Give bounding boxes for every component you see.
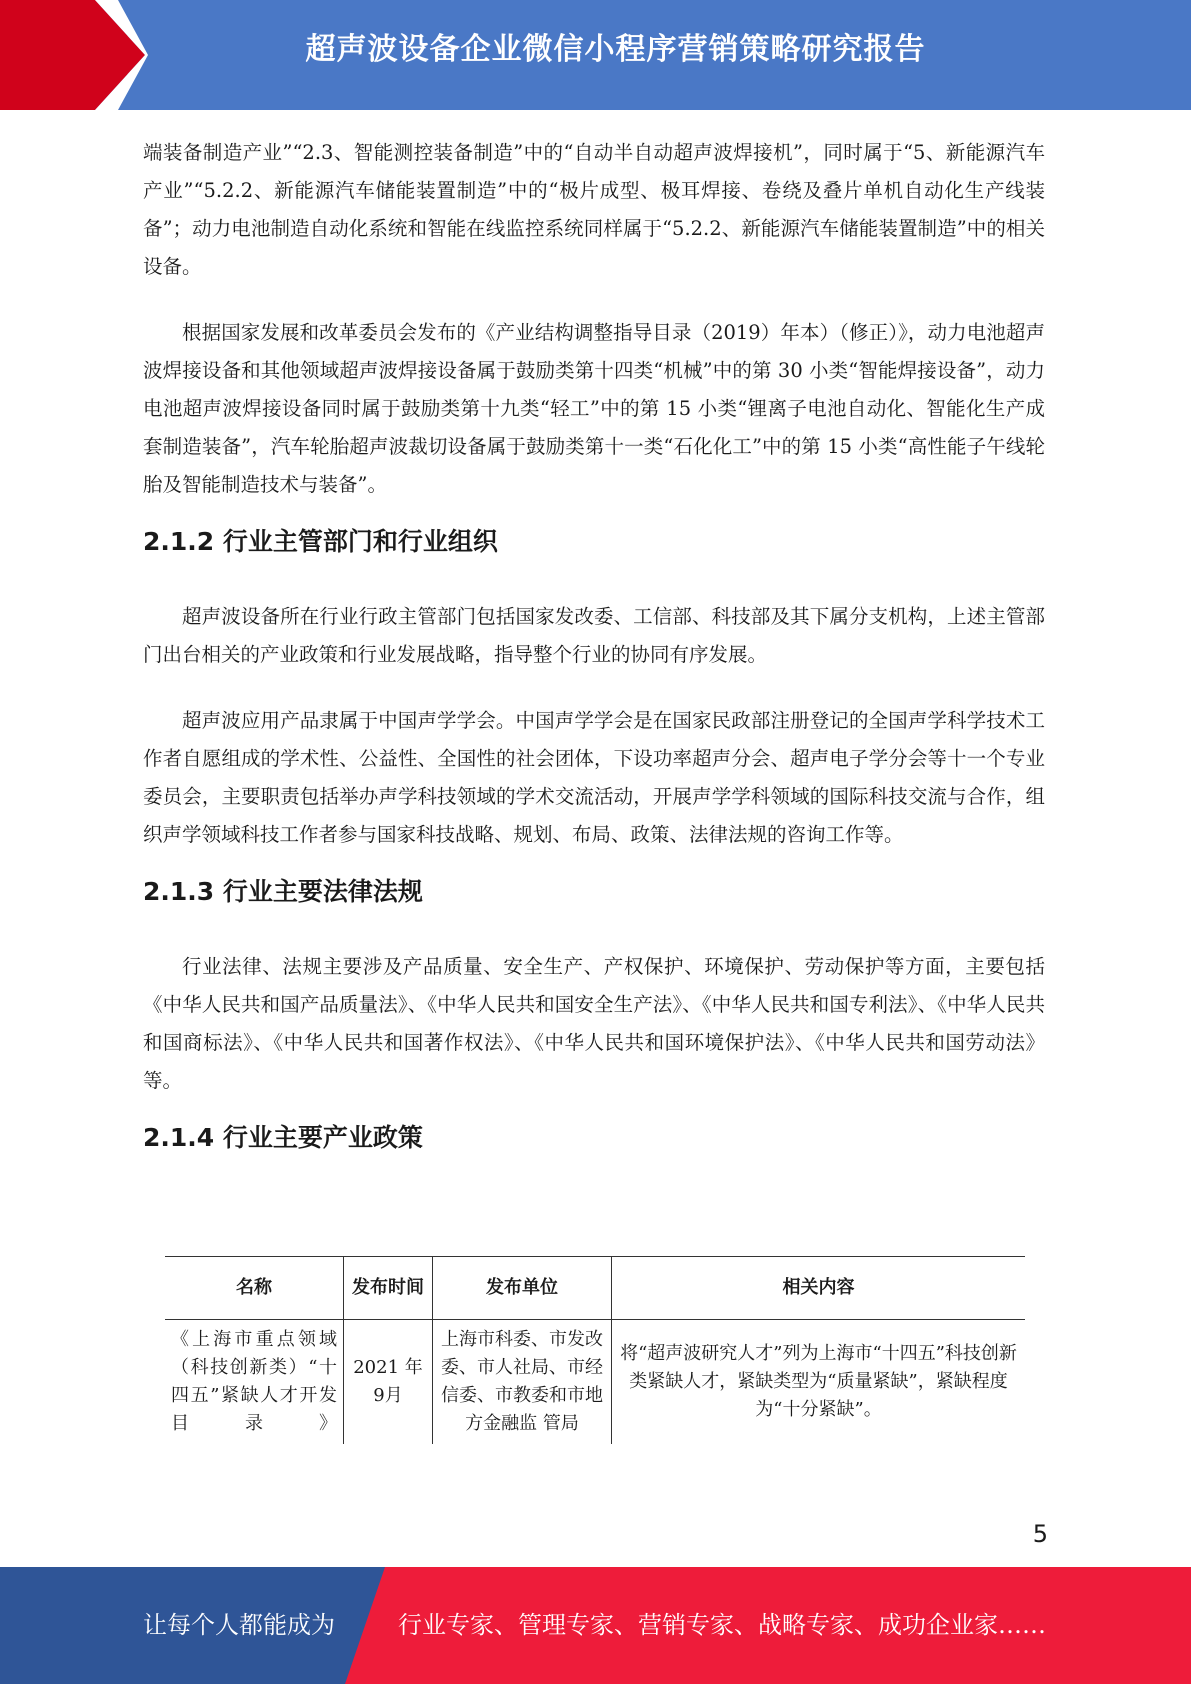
footer-slogan-right: 行业专家、管理专家、营销专家、战略专家、成功企业家…… [398,1611,1046,1639]
page-header [0,0,1191,110]
policy-name-cell: 《上海市重点领域（科技创新类）“十四五”紧缺人才开发目录》 [171,1329,337,1434]
column-header: 发布时间 [344,1257,433,1320]
document-body [143,134,1045,1194]
paragraph: 根据国家发展和改革委员会发布的《产业结构调整指导目录（2019）年本）（修正）》，动力电池超声波焊接设备和其他领域超声波焊接设备属于鼓励类第十四类“机械”中的第 30 小类“智能焊接设备”，动力电池超声波焊接设备同时属于鼓励类第十九类“轻工”中的第 15 小类“锂离子电池自动化、智能化生产成套制造装备”，汽车轮胎超声波裁切设备属于鼓励类第十一类“石化化工”中的第 15 小类“高性能子午线轮胎及智能制造技术与装备”。 [143,321,1045,496]
paragraph: 超声波设备所在行业行政主管部门包括国家发改委、工信部、科技部及其下属分支机构，上述主管部门出台相关的产业政策和行业发展战略，指导整个行业的协同有序发展。 [143,605,1045,666]
paragraph: 超声波应用产品隶属于中国声学学会。中国声学学会是在国家民政部注册登记的全国声学科学技术工作者自愿组成的学术性、公益性、全国性的社会团体，下设功率超声分会、超声电子学分会等十一个专业委员会，主要职责包括举办声学科技领域的学术交流活动，开展声学学科领域的国际科技交流与合作，组织声学领域科技工作者参与国家科技战略、规划、布局、政策、法律法规的咨询工作等。 [143,709,1045,846]
column-header: 相关内容 [612,1257,1026,1320]
paragraph: 端装备制造产业”“2.3、智能测控装备制造”中的“自动半自动超声波焊接机”，同时属于“5、新能源汽车产业”“5.2.2、新能源汽车储能装置制造”中的“极片成型、极耳焊接、卷绕及叠片单机自动化生产线装备”；动力电池制造自动化系统和智能在线监控系统同样属于“5.2.2、新能源汽车储能装置制造”中的相关设备。 [143,141,1045,278]
paragraph: 行业法律、法规主要涉及产品质量、安全生产、产权保护、环境保护、劳动保护等方面，主要包括《中华人民共和国产品质量法》、《中华人民共和国安全生产法》、《中华人民共和国专利法》、《中华人民共和国商标法》、《中华人民共和国著作权法》、《中华人民共和国环境保护法》、《中华人民共和国劳动法》等。 [143,955,1045,1092]
column-header: 发布单位 [433,1257,612,1320]
section-heading: 2.1.3 行业主要法律法规 [143,877,423,906]
section-heading: 2.1.4 行业主要产业政策 [143,1123,423,1152]
policy-table [165,1256,1025,1444]
page-number: 5 [1032,1520,1048,1548]
table-header-row [165,1257,1025,1320]
report-title: 超声波设备企业微信小程序营销策略研究报告 [305,32,926,67]
page-footer [0,1567,1191,1684]
column-header: 名称 [165,1257,344,1320]
content-cell: 将“超声波研究人才”列为上海市“十四五”科技创新类紧缺人才，紧缺类型为“质量紧缺”，紧缺程度为“十分紧缺”。 [612,1320,1026,1445]
footer-slogan-left: 让每个人都能成为 [143,1611,335,1639]
table-row [165,1320,1025,1445]
publish-time-cell: 2021 年 9月 [344,1320,433,1445]
publisher-cell: 上海市科委、市发改委、市人社局、市经信委、市教委和市地方金融监 管局 [433,1320,612,1445]
section-heading: 2.1.2 行业主管部门和行业组织 [143,527,498,556]
